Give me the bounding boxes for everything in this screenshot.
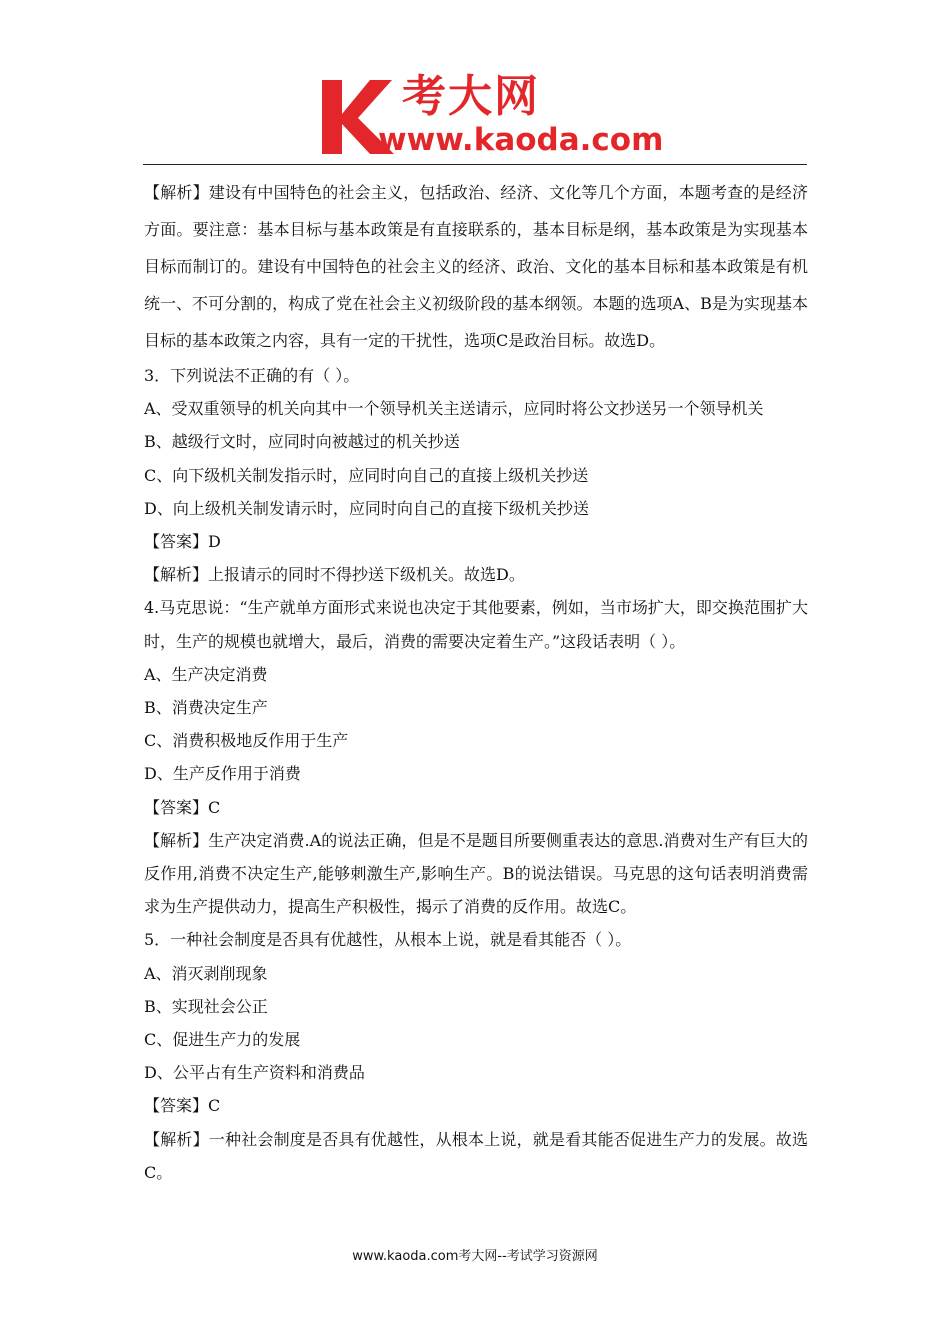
- page-footer: www.kaoda.com考大网--考试学习资源网: [352, 1249, 598, 1264]
- question-3-analysis: 【解析】上报请示的同时不得抄送下级机关。故选D。: [144, 565, 525, 585]
- question-5-answer: 【答案】C: [144, 1096, 221, 1116]
- question-5-option-a: A、消灭剥削现象: [144, 963, 268, 983]
- kaoda-logo: [318, 71, 664, 158]
- question-3-option-a: A、受双重领导的机关向其中一个领导机关主送请示，应同时将公文抄送另一个领导机关: [144, 399, 764, 419]
- question-4-answer: 【答案】C: [144, 797, 221, 817]
- question-4-option-d: D、生产反作用于消费: [144, 764, 301, 784]
- logo-url: www.kaoda.com: [378, 122, 664, 158]
- page-header: [0, 0, 950, 170]
- question-3-option-b: B、越级行文时，应同时向被越过的机关抄送: [144, 432, 460, 452]
- header-divider: [143, 164, 807, 165]
- question-5-option-d: D、公平占有生产资料和消费品: [144, 1063, 365, 1083]
- question-5-analysis: 【解析】一种社会制度是否具有优越性，从根本上说，就是看其能否促进生产力的发展。故选C。: [144, 1129, 808, 1182]
- logo-title: 考大网: [402, 71, 540, 122]
- question-5-option-b: B、实现社会公正: [144, 996, 268, 1016]
- analysis-paragraph-q2: 【解析】建设有中国特色的社会主义，包括政治、经济、文化等几个方面，本题考查的是经济方面。要注意：基本目标与基本政策是有直接联系的，基本目标是纲，基本政策是为实现基本目标而制订的。建设有中国特色的社会主义的经济、政治、文化的基本目标和基本政策是有机统一、不可分割的，构成了党在社会主义初级阶段的基本纲领。本题的选项A、B是为实现基本目标的基本政策之内容，具有一定的干扰性，选项C是政治目标。故选D。: [144, 183, 808, 350]
- question-3-answer: 【答案】D: [144, 532, 221, 552]
- question-4-option-b: B、消费决定生产: [144, 698, 268, 718]
- question-4-option-c: C、消费积极地反作用于生产: [144, 731, 349, 751]
- question-3-option-c: C、向下级机关制发指示时，应同时向自己的直接上级机关抄送: [144, 465, 589, 485]
- question-4-option-a: A、生产决定消费: [144, 664, 268, 684]
- question-3-option-d: D、向上级机关制发请示时，应同时向自己的直接下级机关抄送: [144, 498, 589, 518]
- question-5-option-c: C、促进生产力的发展: [144, 1030, 301, 1050]
- question-4-stem: 4.马克思说：“生产就单方面形式来说也决定于其他要素，例如，当市场扩大，即交换范围扩大时，生产的规模也就增大，最后，消费的需要决定着生产。”这段话表明（ ）。: [144, 598, 808, 651]
- question-3-stem: 3．下列说法不正确的有（ ）。: [144, 366, 360, 385]
- question-5-stem: 5．一种社会制度是否具有优越性，从根本上说，就是看其能否（ ）。: [144, 930, 632, 950]
- question-4-analysis: 【解析】生产决定消费.A的说法正确，但是不是题目所要侧重表达的意思.消费对生产有巨大的反作用,消费不决定生产,能够刺激生产,影响生产。B的说法错误。马克思的这句话表明消费需求为生产提供动力，提高生产积极性，揭示了消费的反作用。故选C。: [144, 830, 808, 917]
- document-body: [144, 174, 808, 1189]
